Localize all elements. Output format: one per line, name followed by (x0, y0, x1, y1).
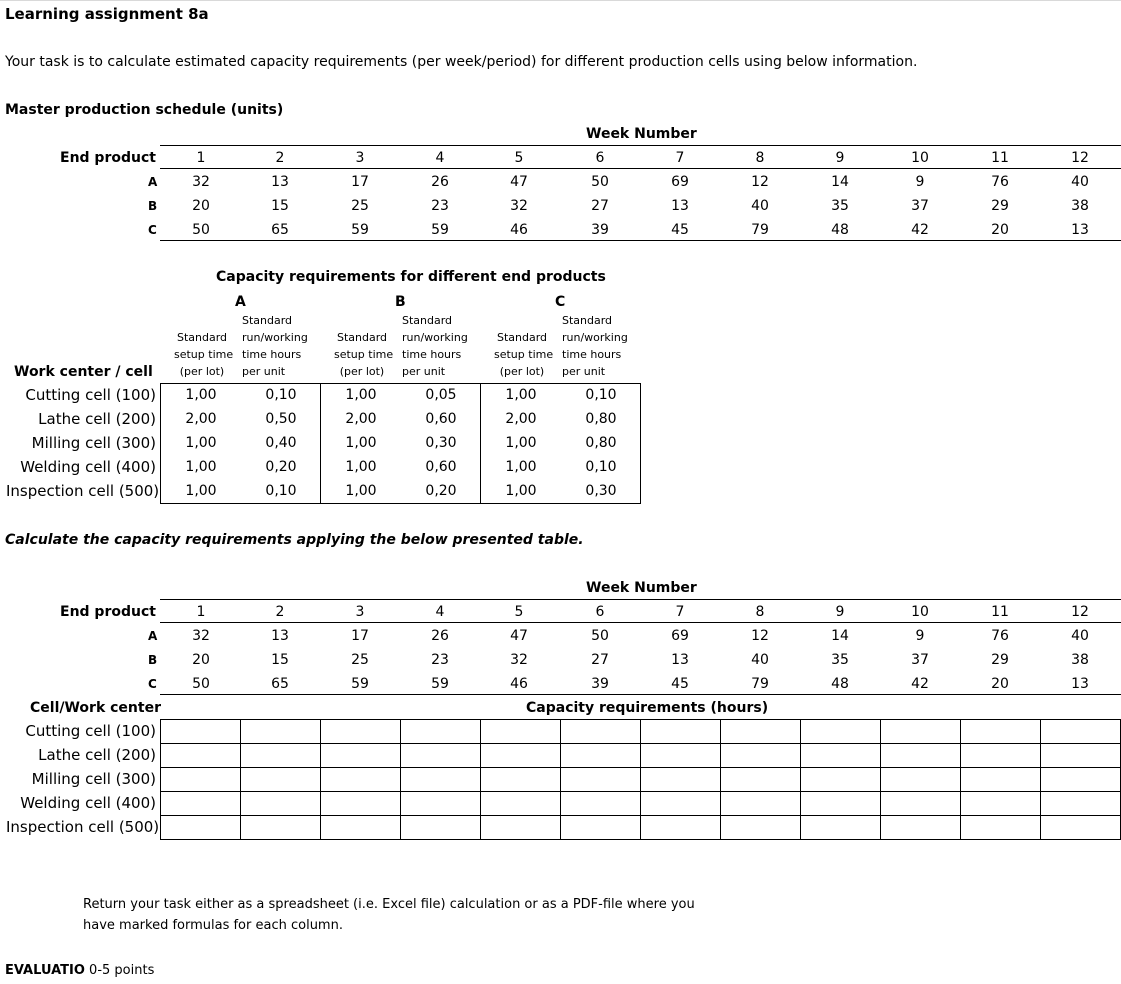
setup-header-line: setup time (334, 348, 394, 361)
grid-cell[interactable] (481, 720, 561, 744)
run-header-line: run/working (242, 331, 308, 344)
mps2-value: 59 (351, 676, 369, 692)
grid-cell[interactable] (161, 744, 241, 768)
grid-cell[interactable] (721, 816, 801, 840)
grid-work-center-name: Lathe cell (200) (38, 746, 156, 764)
grid-cell[interactable] (401, 792, 481, 816)
mps1-value: 32 (510, 198, 528, 214)
mps1-week-8: 8 (755, 150, 765, 166)
mps1-week-12: 12 (1071, 150, 1089, 166)
setup-header-line: Standard (496, 331, 548, 344)
cap-product-C: C (555, 294, 566, 310)
grid-cell[interactable] (481, 768, 561, 792)
work-center-name: Cutting cell (100) (25, 386, 156, 404)
mps2-value: 26 (431, 628, 449, 644)
grid-cell[interactable] (241, 720, 321, 744)
mps1-value: 39 (591, 222, 609, 238)
mps1-week-2: 2 (275, 150, 285, 166)
grid-cell[interactable] (1041, 816, 1121, 840)
mps2-week-6: 6 (595, 604, 605, 620)
setup-header-line: Standard (336, 331, 388, 344)
grid-cell[interactable] (961, 768, 1041, 792)
capacity-grid (160, 719, 1121, 840)
return-line-2: have marked formulas for each column. (83, 918, 343, 933)
grid-cell[interactable] (641, 792, 721, 816)
grid-cell[interactable] (561, 768, 641, 792)
mps2-value: 76 (991, 628, 1009, 644)
mps1-week-7: 7 (675, 150, 685, 166)
run-header-line: time hours (402, 348, 462, 361)
mps2-value: 37 (911, 652, 929, 668)
grid-row (161, 792, 1121, 816)
mps2-value: 79 (751, 676, 769, 692)
grid-cell[interactable] (241, 816, 321, 840)
setup-time-header (334, 329, 394, 380)
mps2-week-7: 7 (675, 604, 685, 620)
grid-cell[interactable] (881, 816, 961, 840)
mps1-value: 23 (431, 198, 449, 214)
mps1-week-3: 3 (355, 150, 365, 166)
mps1-value: 32 (192, 174, 210, 190)
cap-value: 0,10 (585, 387, 617, 403)
mps2-value: 40 (1071, 628, 1089, 644)
mps2-value: 47 (510, 628, 528, 644)
mps1-value: 14 (831, 174, 849, 190)
cap-value: 0,80 (585, 435, 617, 451)
run-header-line: run/working (562, 331, 628, 344)
grid-cell[interactable] (321, 744, 401, 768)
grid-cell[interactable] (961, 816, 1041, 840)
grid-cell[interactable] (561, 720, 641, 744)
mps1-week-4: 4 (435, 150, 445, 166)
grid-cell[interactable] (801, 720, 881, 744)
run-time-header (242, 312, 308, 380)
mps2-week-number-label: Week Number (586, 580, 697, 596)
mps2-value: 32 (192, 628, 210, 644)
grid-cell[interactable] (321, 768, 401, 792)
run-header-line: per unit (402, 365, 446, 378)
mps1-value: 76 (991, 174, 1009, 190)
cap-value: 1,00 (185, 459, 217, 475)
cap-value: 1,00 (505, 435, 537, 451)
grid-cell[interactable] (801, 744, 881, 768)
grid-cell[interactable] (641, 816, 721, 840)
grid-cell[interactable] (961, 720, 1041, 744)
mps2-week-12: 12 (1071, 604, 1089, 620)
grid-cell[interactable] (641, 744, 721, 768)
grid-cell[interactable] (481, 744, 561, 768)
calc-caption: Calculate the capacity requirements applying the below presented table. (5, 532, 584, 548)
mps2-week-10: 10 (911, 604, 929, 620)
evaluation-line (5, 963, 154, 978)
setup-header-line: setup time (494, 348, 554, 361)
mps1-value: 65 (271, 222, 289, 238)
mps1-week-5: 5 (514, 150, 524, 166)
return-instructions (83, 894, 695, 936)
mps1-value: 13 (671, 198, 689, 214)
grid-cell[interactable] (561, 744, 641, 768)
cap-value: 2,00 (505, 411, 537, 427)
grid-cell[interactable] (961, 792, 1041, 816)
run-time-header (562, 312, 628, 380)
grid-cell[interactable] (161, 792, 241, 816)
cap-value: 1,00 (345, 435, 377, 451)
mps2-week-9: 9 (835, 604, 845, 620)
mps1-week-11: 11 (991, 150, 1009, 166)
mps2-value: 65 (271, 676, 289, 692)
mps2-value: 69 (671, 628, 689, 644)
cap-value: 0,30 (585, 483, 617, 499)
mps1-week-1: 1 (196, 150, 206, 166)
mps2-value: 38 (1071, 652, 1089, 668)
setup-header-line: (per lot) (499, 365, 545, 378)
grid-cell[interactable] (881, 720, 961, 744)
cap-value: 1,00 (185, 387, 217, 403)
cap-value: 0,05 (425, 387, 457, 403)
mps2-value: 13 (1071, 676, 1089, 692)
mps2-value: 32 (510, 652, 528, 668)
mps1-value: 37 (911, 198, 929, 214)
mps1-bottom-rule (160, 240, 1121, 241)
run-header-line: Standard (242, 314, 293, 327)
grid-cell[interactable] (721, 792, 801, 816)
mps2-value: 42 (911, 676, 929, 692)
mps2-header-rule (160, 599, 1121, 600)
grid-cell[interactable] (241, 744, 321, 768)
mps1-value: 13 (1071, 222, 1089, 238)
grid-cell[interactable] (321, 816, 401, 840)
grid-row (161, 768, 1121, 792)
mps2-value: 14 (831, 628, 849, 644)
grid-work-center-name: Welding cell (400) (20, 794, 156, 812)
grid-cell[interactable] (161, 816, 241, 840)
mps1-week-6: 6 (595, 150, 605, 166)
grid-cell[interactable] (1041, 792, 1121, 816)
mps1-value: 29 (991, 198, 1009, 214)
mps1-value: 46 (510, 222, 528, 238)
cap-value: 0,10 (265, 387, 297, 403)
mps1-value: 42 (911, 222, 929, 238)
work-center-name: Lathe cell (200) (38, 410, 156, 428)
grid-cell[interactable] (321, 792, 401, 816)
mps1-value: 20 (192, 198, 210, 214)
mps2-value: 17 (351, 628, 369, 644)
grid-cell[interactable] (401, 720, 481, 744)
grid-cell[interactable] (1041, 720, 1121, 744)
run-header-line: Standard (402, 314, 453, 327)
mps2-value: 20 (991, 676, 1009, 692)
mps2-value: 12 (751, 628, 769, 644)
run-header-line: per unit (562, 365, 606, 378)
grid-cell[interactable] (801, 792, 881, 816)
grid-row (161, 816, 1121, 840)
mps1-value: 79 (751, 222, 769, 238)
mps2-bottom-rule (160, 694, 1121, 695)
grid-cell[interactable] (881, 792, 961, 816)
run-header-line: time hours (242, 348, 302, 361)
cell-work-center-label: Cell/Work center (30, 700, 161, 716)
setup-header-line: (per lot) (179, 365, 225, 378)
run-header-line: per unit (242, 365, 286, 378)
mps2-value: 23 (431, 652, 449, 668)
cap-value: 0,60 (425, 411, 457, 427)
grid-cell[interactable] (721, 720, 801, 744)
mps1-product-C: C (148, 223, 157, 237)
cap-divider (480, 383, 481, 504)
grid-cell[interactable] (961, 744, 1041, 768)
mps2-value: 27 (591, 652, 609, 668)
mps2-value: 13 (271, 628, 289, 644)
grid-cell[interactable] (641, 768, 721, 792)
grid-cell[interactable] (561, 792, 641, 816)
mps2-value: 46 (510, 676, 528, 692)
mps1-value: 35 (831, 198, 849, 214)
grid-cell[interactable] (801, 768, 881, 792)
run-header-line: run/working (402, 331, 468, 344)
mps1-week-rule (160, 168, 1121, 169)
grid-cell[interactable] (481, 792, 561, 816)
cap-value: 0,20 (265, 459, 297, 475)
mps2-value: 35 (831, 652, 849, 668)
grid-cell[interactable] (881, 744, 961, 768)
mps1-week-number-label: Week Number (586, 126, 697, 142)
run-header-line: Standard (562, 314, 613, 327)
mps2-value: 25 (351, 652, 369, 668)
cap-value: 0,60 (425, 459, 457, 475)
cap-value: 0,80 (585, 411, 617, 427)
cap-value: 0,50 (265, 411, 297, 427)
mps2-product-A: A (148, 629, 158, 643)
work-center-name: Milling cell (300) (31, 434, 156, 452)
mps1-value: 12 (751, 174, 769, 190)
mps1-value: 45 (671, 222, 689, 238)
mps2-value: 20 (192, 652, 210, 668)
mps2-value: 15 (271, 652, 289, 668)
cap-product-A: A (235, 294, 246, 310)
mps2-week-2: 2 (275, 604, 285, 620)
grid-cell[interactable] (401, 816, 481, 840)
cap-value: 2,00 (185, 411, 217, 427)
cap-value: 0,30 (425, 435, 457, 451)
mps2-value: 13 (671, 652, 689, 668)
grid-cell[interactable] (241, 768, 321, 792)
grid-cell[interactable] (401, 744, 481, 768)
grid-row (161, 720, 1121, 744)
run-time-header (402, 312, 468, 380)
grid-cell[interactable] (401, 768, 481, 792)
mps1-product-A: A (148, 175, 158, 189)
mps2-value: 50 (192, 676, 210, 692)
mps1-value: 48 (831, 222, 849, 238)
mps1-value: 50 (591, 174, 609, 190)
mps2-week-11: 11 (991, 604, 1009, 620)
grid-row (161, 744, 1121, 768)
cap-value: 1,00 (185, 435, 217, 451)
mps1-value: 13 (271, 174, 289, 190)
grid-cell[interactable] (641, 720, 721, 744)
mps1-value: 47 (510, 174, 528, 190)
cap-table-title: Capacity requirements for different end products (216, 269, 606, 285)
mps2-value: 40 (751, 652, 769, 668)
mps1-value: 25 (351, 198, 369, 214)
mps1-week-10: 10 (911, 150, 929, 166)
eval-points: 0-5 points (89, 963, 155, 978)
mps1-value: 38 (1071, 198, 1089, 214)
grid-work-center-name: Cutting cell (100) (25, 722, 156, 740)
mps1-value: 17 (351, 174, 369, 190)
mps2-week-1: 1 (196, 604, 206, 620)
mps1-value: 27 (591, 198, 609, 214)
mps1-value: 40 (751, 198, 769, 214)
mps-title: Master production schedule (units) (5, 102, 284, 118)
setup-header-line: Standard (176, 331, 228, 344)
cap-value: 1,00 (345, 459, 377, 475)
mps2-week-8: 8 (755, 604, 765, 620)
grid-cell[interactable] (161, 768, 241, 792)
mps2-week-3: 3 (355, 604, 365, 620)
mps1-value: 59 (431, 222, 449, 238)
mps2-value: 48 (831, 676, 849, 692)
cap-value: 1,00 (505, 387, 537, 403)
cap-value: 0,10 (585, 459, 617, 475)
mps2-week-5: 5 (514, 604, 524, 620)
top-border (0, 0, 1121, 1)
eval-label: EVALUATIO (5, 963, 85, 978)
mps2-week-4: 4 (435, 604, 445, 620)
mps1-value: 40 (1071, 174, 1089, 190)
grid-work-center-name: Milling cell (300) (31, 770, 156, 788)
mps2-product-B: B (148, 653, 158, 667)
grid-cell[interactable] (321, 720, 401, 744)
mps1-value: 9 (915, 174, 925, 190)
work-center-name: Welding cell (400) (20, 458, 156, 476)
grid-cell[interactable] (881, 768, 961, 792)
setup-header-line: setup time (174, 348, 234, 361)
grid-cell[interactable] (1041, 768, 1121, 792)
cap-value: 1,00 (345, 387, 377, 403)
intro-text: Your task is to calculate estimated capacity requirements (per week/period) for different production cells using below information. (5, 54, 918, 70)
cap-value: 0,40 (265, 435, 297, 451)
cap-value: 1,00 (185, 483, 217, 499)
mps2-value: 59 (431, 676, 449, 692)
page-title: Learning assignment 8a (5, 5, 209, 23)
mps1-value: 50 (192, 222, 210, 238)
mps2-product-C: C (148, 677, 157, 691)
cap-value: 1,00 (505, 483, 537, 499)
work-center-label: Work center / cell (14, 364, 153, 380)
cap-product-B: B (395, 294, 406, 310)
mps1-product-B: B (148, 199, 158, 213)
setup-header-line: (per lot) (339, 365, 385, 378)
mps2-value: 29 (991, 652, 1009, 668)
mps2-value: 50 (591, 628, 609, 644)
cap-value: 0,20 (425, 483, 457, 499)
setup-time-header (174, 329, 234, 380)
return-line-1: Return your task either as a spreadsheet (i.e. Excel file) calculation or as a PDF-file where you (83, 897, 695, 912)
mps2-value: 9 (915, 628, 925, 644)
mps1-value: 59 (351, 222, 369, 238)
cap-divider (320, 383, 321, 504)
mps2-value: 39 (591, 676, 609, 692)
grid-work-center-name: Inspection cell (500) (6, 818, 160, 836)
run-header-line: time hours (562, 348, 622, 361)
mps1-end-product-label: End product (60, 150, 156, 166)
cap-table-frame (160, 383, 641, 504)
work-center-name: Inspection cell (500) (6, 482, 160, 500)
grid-cell[interactable] (161, 720, 241, 744)
cap-value: 1,00 (345, 483, 377, 499)
cap-value: 0,10 (265, 483, 297, 499)
capacity-hours-label: Capacity requirements (hours) (526, 700, 769, 716)
grid-cell[interactable] (481, 816, 561, 840)
mps1-value: 26 (431, 174, 449, 190)
cap-value: 1,00 (505, 459, 537, 475)
mps1-value: 15 (271, 198, 289, 214)
grid-cell[interactable] (561, 816, 641, 840)
cap-value: 2,00 (345, 411, 377, 427)
mps1-header-rule (160, 145, 1121, 146)
mps1-value: 69 (671, 174, 689, 190)
mps2-end-product-label: End product (60, 604, 156, 620)
mps1-week-9: 9 (835, 150, 845, 166)
grid-cell[interactable] (801, 816, 881, 840)
mps2-value: 45 (671, 676, 689, 692)
mps2-week-rule (160, 622, 1121, 623)
grid-cell[interactable] (1041, 744, 1121, 768)
setup-time-header (494, 329, 554, 380)
grid-cell[interactable] (721, 744, 801, 768)
grid-cell[interactable] (241, 792, 321, 816)
grid-cell[interactable] (721, 768, 801, 792)
mps1-value: 20 (991, 222, 1009, 238)
